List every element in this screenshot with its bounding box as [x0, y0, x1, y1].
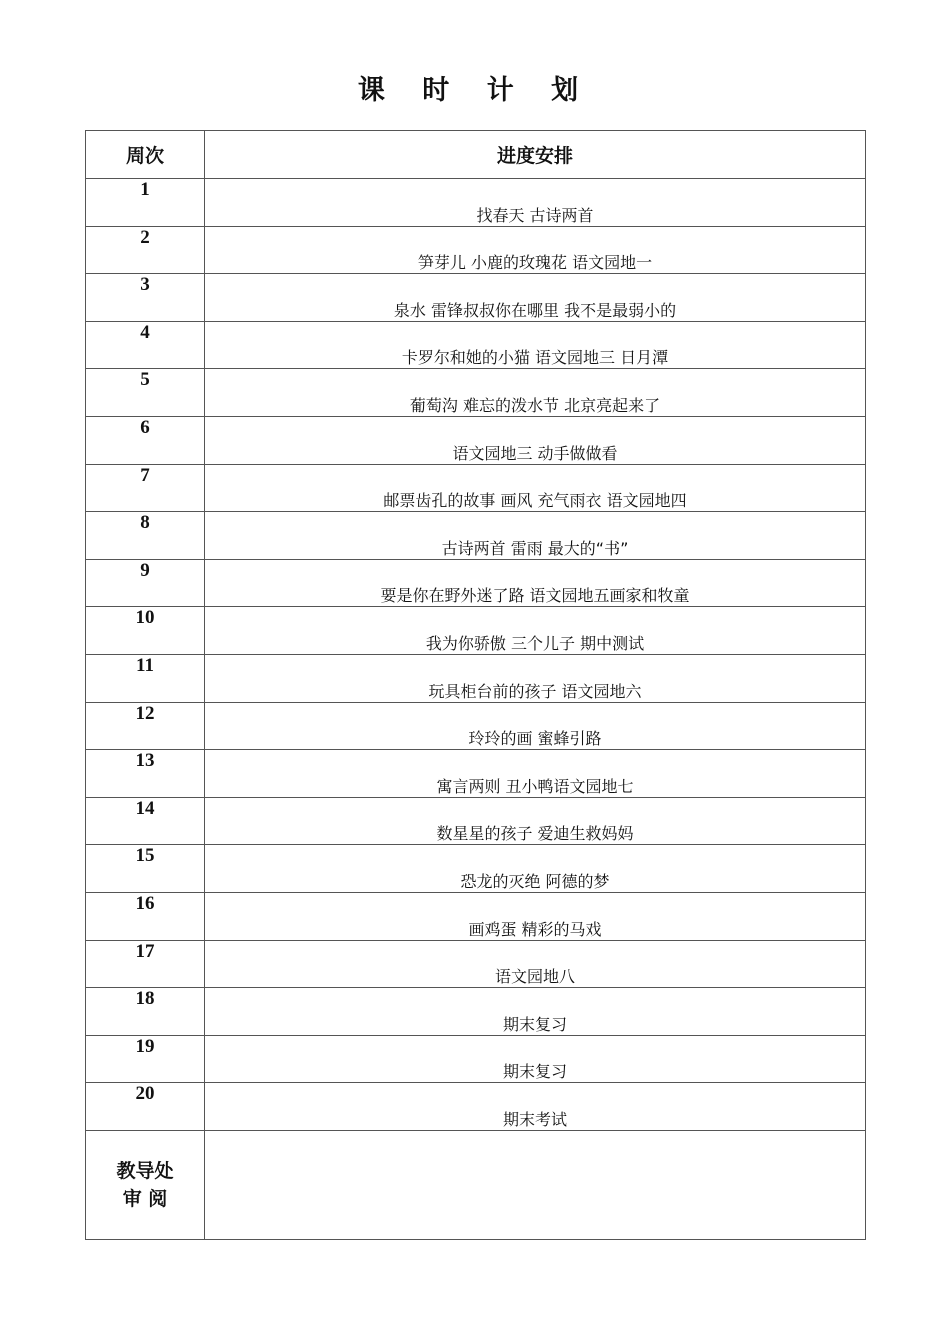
table-row	[86, 1083, 866, 1131]
schedule-content: 卡罗尔和她的小猫 语文园地三 日月潭	[205, 321, 866, 369]
table-row	[86, 416, 866, 464]
table-row	[86, 321, 866, 369]
week-number: 9	[86, 559, 205, 607]
week-number: 16	[86, 892, 205, 940]
week-number: 19	[86, 1035, 205, 1083]
schedule-content: 葡萄沟 难忘的泼水节 北京亮起来了	[205, 369, 866, 417]
schedule-content: 要是你在野外迷了路 语文园地五画家和牧童	[205, 559, 866, 607]
table-row	[86, 654, 866, 702]
schedule-content: 期末复习	[205, 1035, 866, 1083]
week-number: 10	[86, 607, 205, 655]
review-label	[86, 1130, 205, 1239]
week-number: 12	[86, 702, 205, 750]
schedule-content: 恐龙的灭绝 阿德的梦	[205, 845, 866, 893]
schedule-content: 语文园地三 动手做做看	[205, 416, 866, 464]
table-row	[86, 607, 866, 655]
table-row	[86, 226, 866, 274]
table-row	[86, 940, 866, 988]
schedule-content: 语文园地八	[205, 940, 866, 988]
schedule-content: 古诗两首 雷雨 最大的“书”	[205, 512, 866, 560]
table-row	[86, 892, 866, 940]
week-number: 15	[86, 845, 205, 893]
schedule-content: 找春天 古诗两首	[205, 179, 866, 227]
table-row	[86, 369, 866, 417]
week-number: 8	[86, 512, 205, 560]
schedule-content: 数星星的孩子 爱迪生救妈妈	[205, 797, 866, 845]
week-number: 11	[86, 654, 205, 702]
week-number: 7	[86, 464, 205, 512]
schedule-table	[85, 130, 866, 1240]
week-number: 2	[86, 226, 205, 274]
week-number: 13	[86, 750, 205, 798]
table-header-row	[86, 131, 866, 179]
table-row	[86, 702, 866, 750]
week-number: 4	[86, 321, 205, 369]
table-row	[86, 845, 866, 893]
schedule-content: 寓言两则 丑小鸭语文园地七	[205, 750, 866, 798]
schedule-content: 笋芽儿 小鹿的玫瑰花 语文园地一	[205, 226, 866, 274]
table-row	[86, 512, 866, 560]
review-label-line1: 教导处	[116, 1159, 174, 1182]
review-row	[86, 1130, 866, 1239]
schedule-content: 画鸡蛋 精彩的马戏	[205, 892, 866, 940]
table-row	[86, 797, 866, 845]
table-body	[86, 179, 866, 1240]
schedule-content: 玩具柜台前的孩子 语文园地六	[205, 654, 866, 702]
schedule-content: 泉水 雷锋叔叔你在哪里 我不是最弱小的	[205, 274, 866, 322]
week-column-header: 周次	[86, 131, 205, 179]
week-number: 20	[86, 1083, 205, 1131]
table-row	[86, 1035, 866, 1083]
schedule-content: 期末复习	[205, 988, 866, 1036]
table-row	[86, 988, 866, 1036]
week-number: 17	[86, 940, 205, 988]
week-number: 1	[86, 179, 205, 227]
review-label-line2: 审 阅	[122, 1187, 168, 1210]
week-number: 18	[86, 988, 205, 1036]
table-row	[86, 274, 866, 322]
page-title: 课 时 计 划	[357, 75, 593, 106]
schedule-content: 玲玲的画 蜜蜂引路	[205, 702, 866, 750]
schedule-content: 邮票齿孔的故事 画风 充气雨衣 语文园地四	[205, 464, 866, 512]
schedule-content: 我为你骄傲 三个儿子 期中测试	[205, 607, 866, 655]
week-number: 6	[86, 416, 205, 464]
week-number: 3	[86, 274, 205, 322]
week-number: 5	[86, 369, 205, 417]
week-number: 14	[86, 797, 205, 845]
table-row	[86, 179, 866, 227]
schedule-column-header: 进度安排	[205, 131, 866, 179]
review-signature-cell	[205, 1130, 866, 1239]
table-row	[86, 559, 866, 607]
table-row	[86, 464, 866, 512]
schedule-content: 期末考试	[205, 1083, 866, 1131]
table-row	[86, 750, 866, 798]
